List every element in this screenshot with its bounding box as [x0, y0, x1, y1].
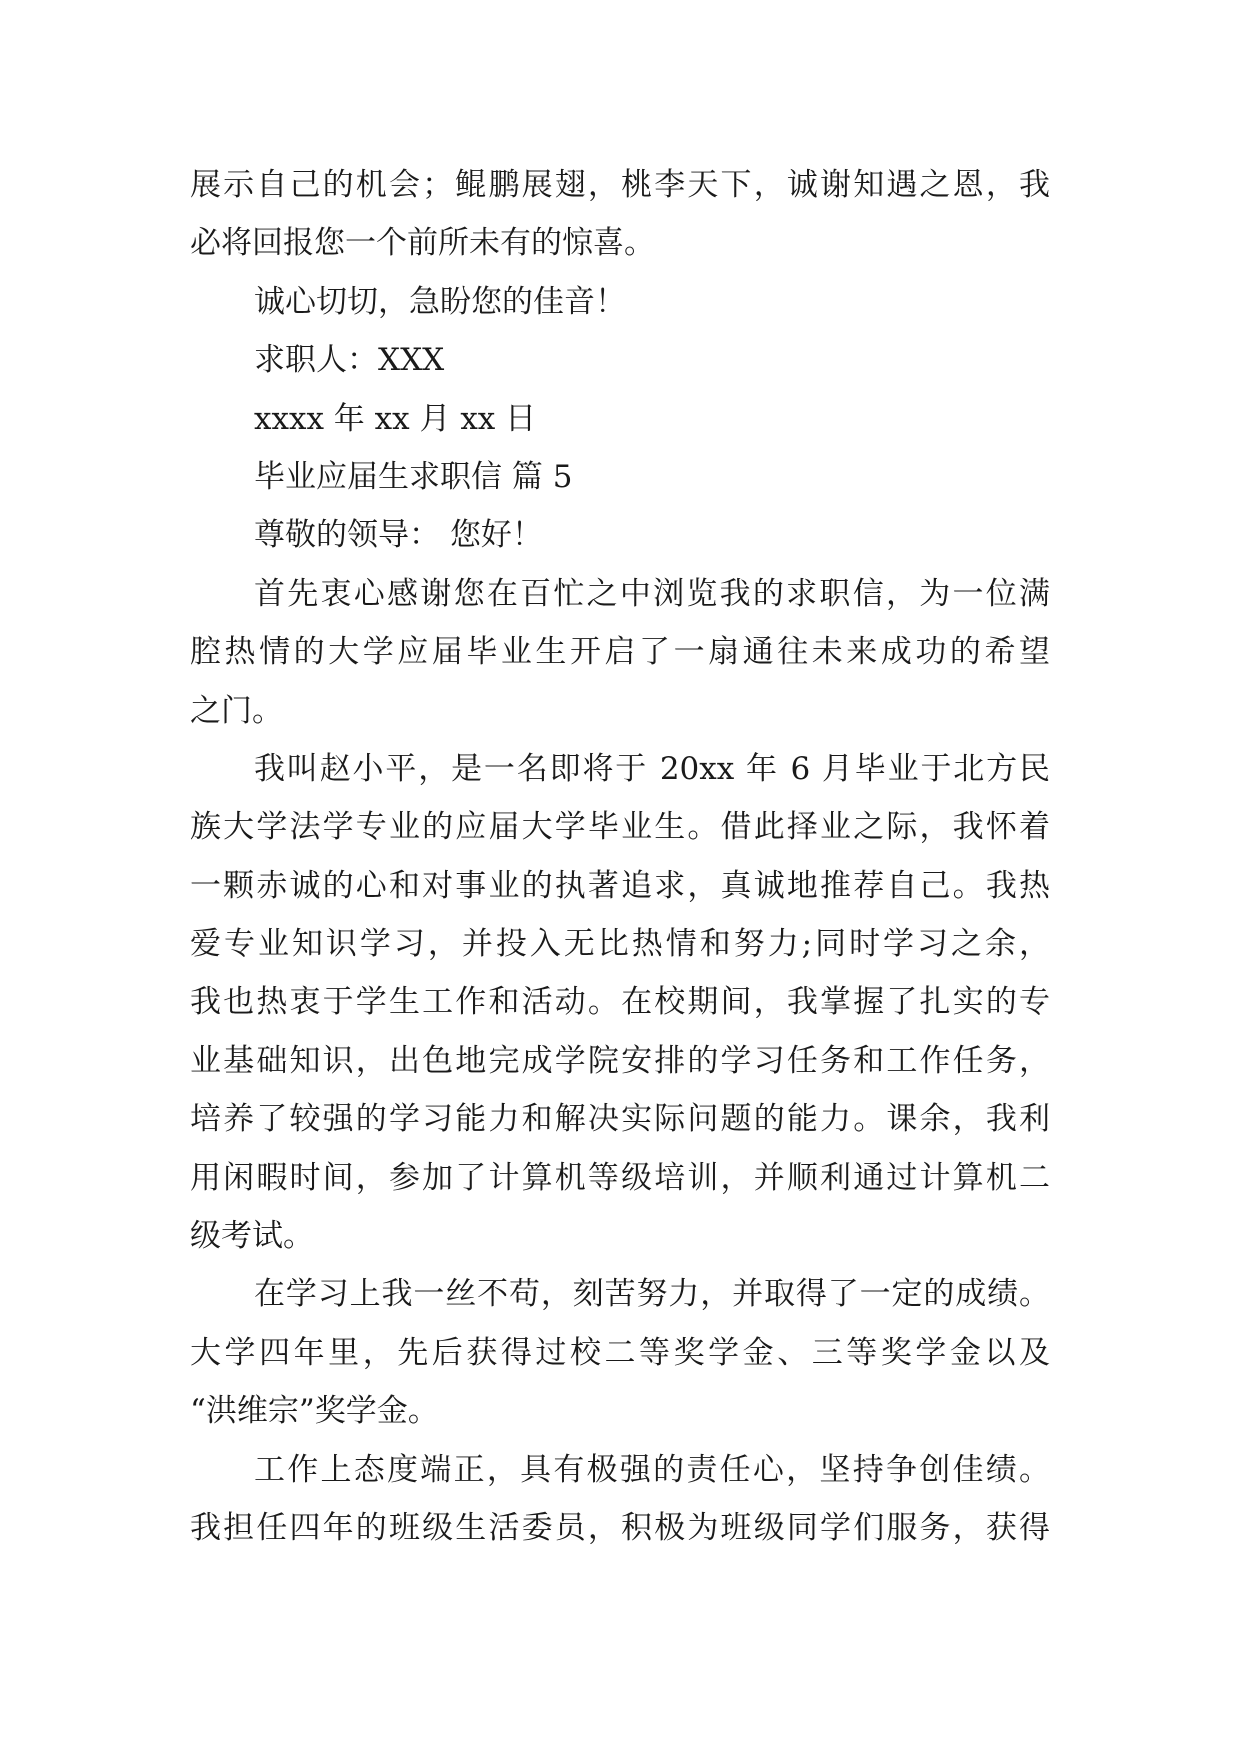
text-line: 爱专业知识学习，并投入无比热情和努力;同时学习之余， [190, 926, 1050, 963]
text-line: 族大学法学专业的应届大学毕业生。借此择业之际，我怀着 [190, 809, 1050, 846]
text-line: 级考试。 [190, 1218, 314, 1255]
text-line: 我担任四年的班级生活委员，积极为班级同学们服务，获得 [190, 1509, 1050, 1546]
text-line: 尊敬的领导： 您好！ [254, 517, 543, 554]
text-line: 我叫赵小平，是一名即将于 20xx 年 6 月毕业于北方民 [254, 750, 1050, 787]
text-line: 工作上态度端正，具有极强的责任心，坚持争创佳绩。 [254, 1451, 1050, 1488]
text-line: xxxx 年 xx 月 xx 日 [254, 400, 537, 437]
text-line: 腔热情的大学应届毕业生开启了一扇通往未来成功的希望 [190, 634, 1050, 671]
text-line: 一颗赤诚的心和对事业的执著追求，真诚地推荐自己。我热 [190, 867, 1050, 904]
document-body [190, 156, 1050, 1557]
text-line: 培养了较强的学习能力和解决实际问题的能力。课余，我利 [190, 1101, 1050, 1138]
text-line: 大学四年里，先后获得过校二等奖学金、三等奖学金以及 [190, 1334, 1050, 1371]
text-line: 展示自己的机会；鲲鹏展翅，桃李天下，诚谢知遇之恩，我 [190, 167, 1050, 203]
text-line: 在学习上我一丝不苟，刻苦努力，并取得了一定的成绩。 [254, 1276, 1050, 1313]
text-line: 之门。 [190, 692, 283, 729]
text-line: 求职人：XXX [254, 342, 445, 379]
text-line: “洪维宗”奖学金。 [190, 1393, 439, 1430]
text-line: 业基础知识，出色地完成学院安排的学习任务和工作任务， [190, 1042, 1050, 1079]
text-line: 我也热衷于学生工作和活动。在校期间，我掌握了扎实的专 [190, 984, 1050, 1021]
text-line: 毕业应届生求职信 篇 5 [254, 458, 573, 495]
text-line: 必将回报您一个前所未有的惊喜。 [190, 225, 655, 262]
text-line: 诚心切切，急盼您的佳音！ [254, 283, 626, 320]
text-line: 首先衷心感谢您在百忙之中浏览我的求职信，为一位满 [254, 575, 1050, 612]
text-line: 用闲暇时间，参加了计算机等级培训，并顺利通过计算机二 [190, 1159, 1050, 1196]
